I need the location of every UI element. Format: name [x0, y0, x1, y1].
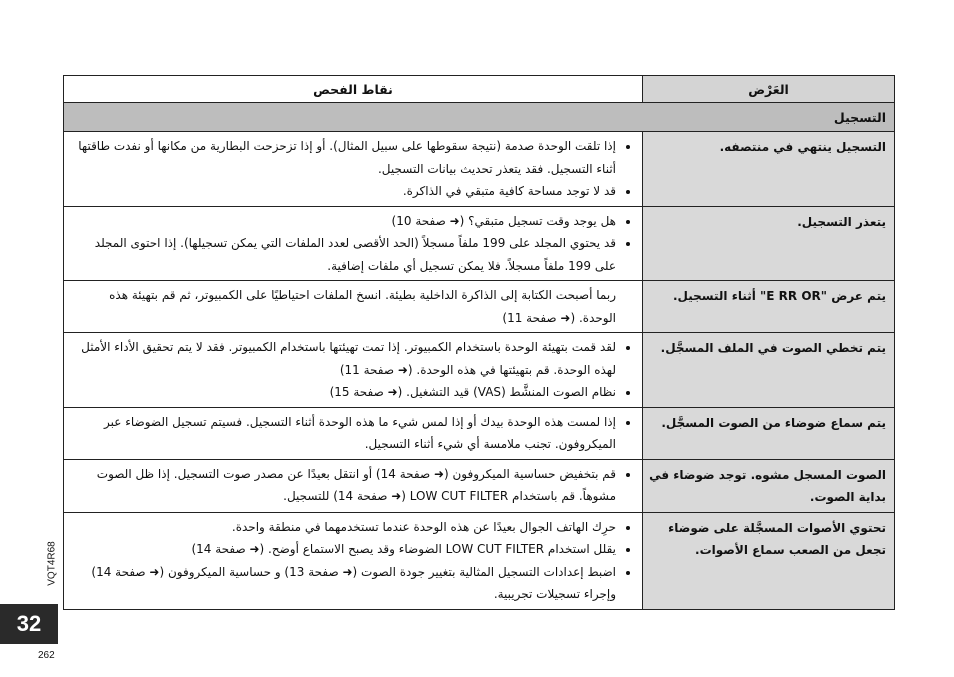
symptom-cell: يتم عرض "E RR OR" أثناء التسجيل.	[643, 281, 895, 333]
symptom-cell: الصوت المسجل مشوه. توجد ضوضاء في بداية الصوت.	[643, 459, 895, 512]
table-row	[64, 407, 895, 459]
troubleshooting-table	[63, 75, 895, 610]
symptom-cell: يتم سماع ضوضاء من الصوت المسجَّل.	[643, 407, 895, 459]
check-item: • قم بتخفيض حساسية الميكروفون (➜ صفحة 14) أو انتقل بعيدًا عن مصدر صوت التسجيل. إذا ظل الصوت مشوهاً. قم باستخدام LOW CUT FILTER (➜ صفحة 14) للتسجيل.	[72, 463, 616, 508]
check-points-cell	[64, 407, 643, 459]
check-points-cell	[64, 206, 643, 281]
header-symptom: العَرْض	[643, 76, 895, 103]
page-small-number: 262	[38, 650, 55, 661]
check-list	[72, 336, 632, 404]
check-item: • قد يحتوي المجلد على 199 ملفاً مسجلاً (الحد الأقصى لعدد الملفات التي يمكن تسجيلها). إذا احتوى المجلد على 199 ملفاً مسجلاً. فلا يمكن تسجيل أي ملفات إضافية.	[72, 232, 616, 277]
table-header-row	[64, 76, 895, 103]
check-item: • لقد قمت بتهيئة الوحدة باستخدام الكمبيوتر. إذا تمت تهيئتها باستخدام الكمبيوتر. فقد لا يتم تحقيق الأداء الأمثل لهذه الوحدة. قم بتهيئتها في هذه الوحدة. (➜ صفحة 11)	[72, 336, 616, 381]
header-check-points: نقاط الفحص	[64, 76, 643, 103]
check-list	[72, 135, 632, 203]
check-item: • نظام الصوت المنشَّط (VAS) قيد التشغيل. (➜ صفحة 15)	[72, 381, 616, 404]
section-row	[64, 103, 895, 132]
check-points-cell	[64, 512, 643, 609]
check-item: • قد لا توجد مساحة كافية متبقي في الذاكرة.	[72, 180, 616, 203]
page-number-badge: 32	[0, 604, 58, 644]
check-item: • هل يوجد وقت تسجيل متبقي؟ (➜ صفحة 10)	[72, 210, 616, 233]
check-list	[72, 516, 632, 606]
troubleshooting-table-wrap	[63, 75, 895, 610]
check-list	[72, 411, 632, 456]
check-list	[72, 284, 632, 329]
model-code-text: VQT4R68	[46, 541, 58, 586]
symptom-cell: يتم تخطي الصوت في الملف المسجَّل.	[643, 333, 895, 408]
table-row	[64, 281, 895, 333]
check-points-cell	[64, 333, 643, 408]
check-item: ربما أصبحت الكتابة إلى الذاكرة الداخلية بطيئة. انسخ الملفات احتياطيًا على الكمبيوتر، ثم قم بتهيئة هذه الوحدة. (➜ صفحة 11)	[109, 288, 616, 325]
table-row	[64, 206, 895, 281]
table-row	[64, 512, 895, 609]
section-title: التسجيل	[64, 103, 895, 132]
check-list	[72, 210, 632, 278]
check-item: • اضبط إعدادات التسجيل المثالية بتغيير جودة الصوت (➜ صفحة 13) و حساسية الميكروفون (➜ صفحة 14) وإجراء تسجيلات تجريبية.	[72, 561, 616, 606]
symptom-cell: تحتوي الأصوات المسجَّلة على ضوضاء تجعل من الصعب سماع الأصوات.	[643, 512, 895, 609]
check-item: • يقلل استخدام LOW CUT FILTER الضوضاء وقد يصبح الاستماع أوضح. (➜ صفحة 14)	[72, 538, 616, 561]
check-item: • إذا تلقت الوحدة صدمة (نتيجة سقوطها على سبيل المثال). أو إذا تزحزحت البطارية من مكانها أو نفدت طاقتها أثناء التسجيل. فقد يتعذر تحديث بيانات التسجيل.	[72, 135, 616, 180]
check-list	[72, 463, 632, 508]
check-points-cell	[64, 281, 643, 333]
check-points-cell	[64, 132, 643, 207]
check-points-cell	[64, 459, 643, 512]
table-row	[64, 333, 895, 408]
model-code	[44, 536, 58, 596]
symptom-cell: التسجيل ينتهي في منتصفه.	[643, 132, 895, 207]
symptom-cell: يتعذر التسجيل.	[643, 206, 895, 281]
check-item: • إذا لمست هذه الوحدة بيدك أو إذا لمس شيء ما هذه الوحدة أثناء التسجيل. فسيتم تسجيل الضوضاء عبر الميكروفون. تجنب ملامسة أي شيء أثناء التسجيل.	[72, 411, 616, 456]
table-row	[64, 132, 895, 207]
table-row	[64, 459, 895, 512]
check-item: • حرِك الهاتف الجوال بعيدًا عن هذه الوحدة عندما تستخدمهما في منطقة واحدة.	[72, 516, 616, 539]
